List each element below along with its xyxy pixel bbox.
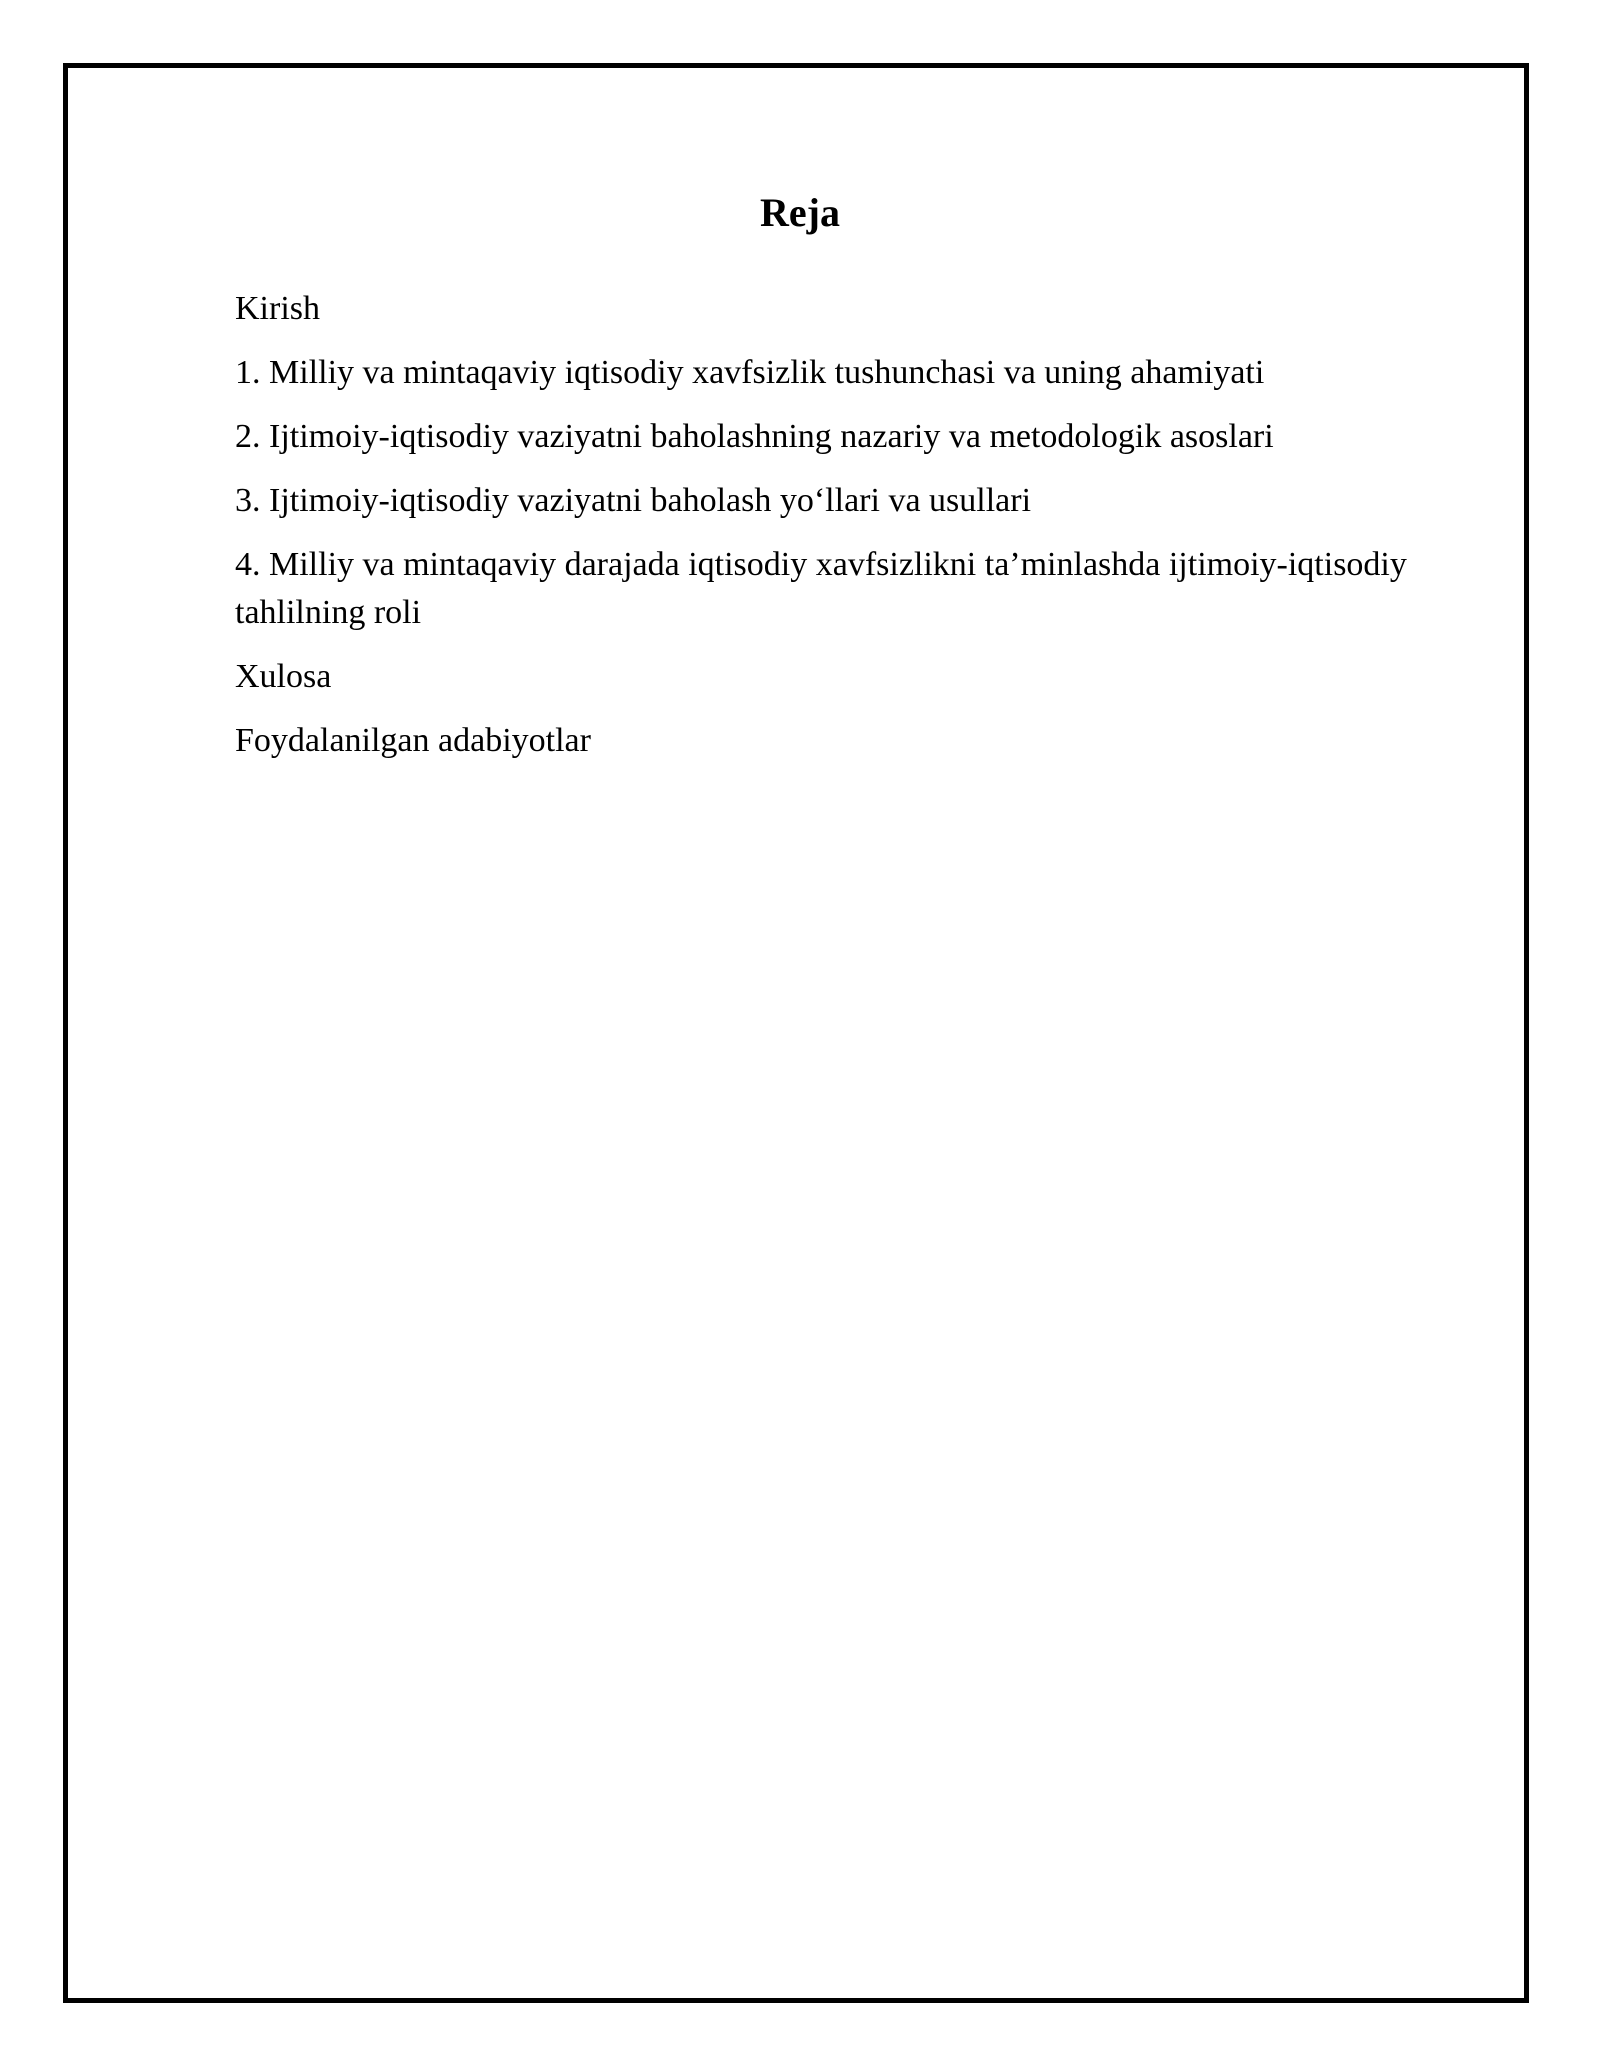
toc-item-2: 2. Ijtimoiy-iqtisodiy vaziyatni baholashning nazariy va metodologik asoslari <box>235 418 1274 455</box>
toc-item-3: 3. Ijtimoiy-iqtisodiy vaziyatni baholash yo‘llari va usullari <box>235 482 1032 519</box>
toc-item-conclusion: Xulosa <box>235 658 332 695</box>
table-of-contents <box>235 285 1415 781</box>
toc-item-4: 4. Milliy va mintaqaviy darajada iqtisodiy xavfsizlikni ta’minlashda ijtimoiy-iqtisodiy tahlilning roli <box>235 546 1407 631</box>
toc-item-1: 1. Milliy va mintaqaviy iqtisodiy xavfsizlik tushunchasi va uning ahamiyati <box>235 354 1265 391</box>
toc-item-references: Foydalanilgan adabiyotlar <box>235 722 591 759</box>
toc-item-introduction: Kirish <box>235 290 320 327</box>
page-title: Reja <box>760 190 840 235</box>
